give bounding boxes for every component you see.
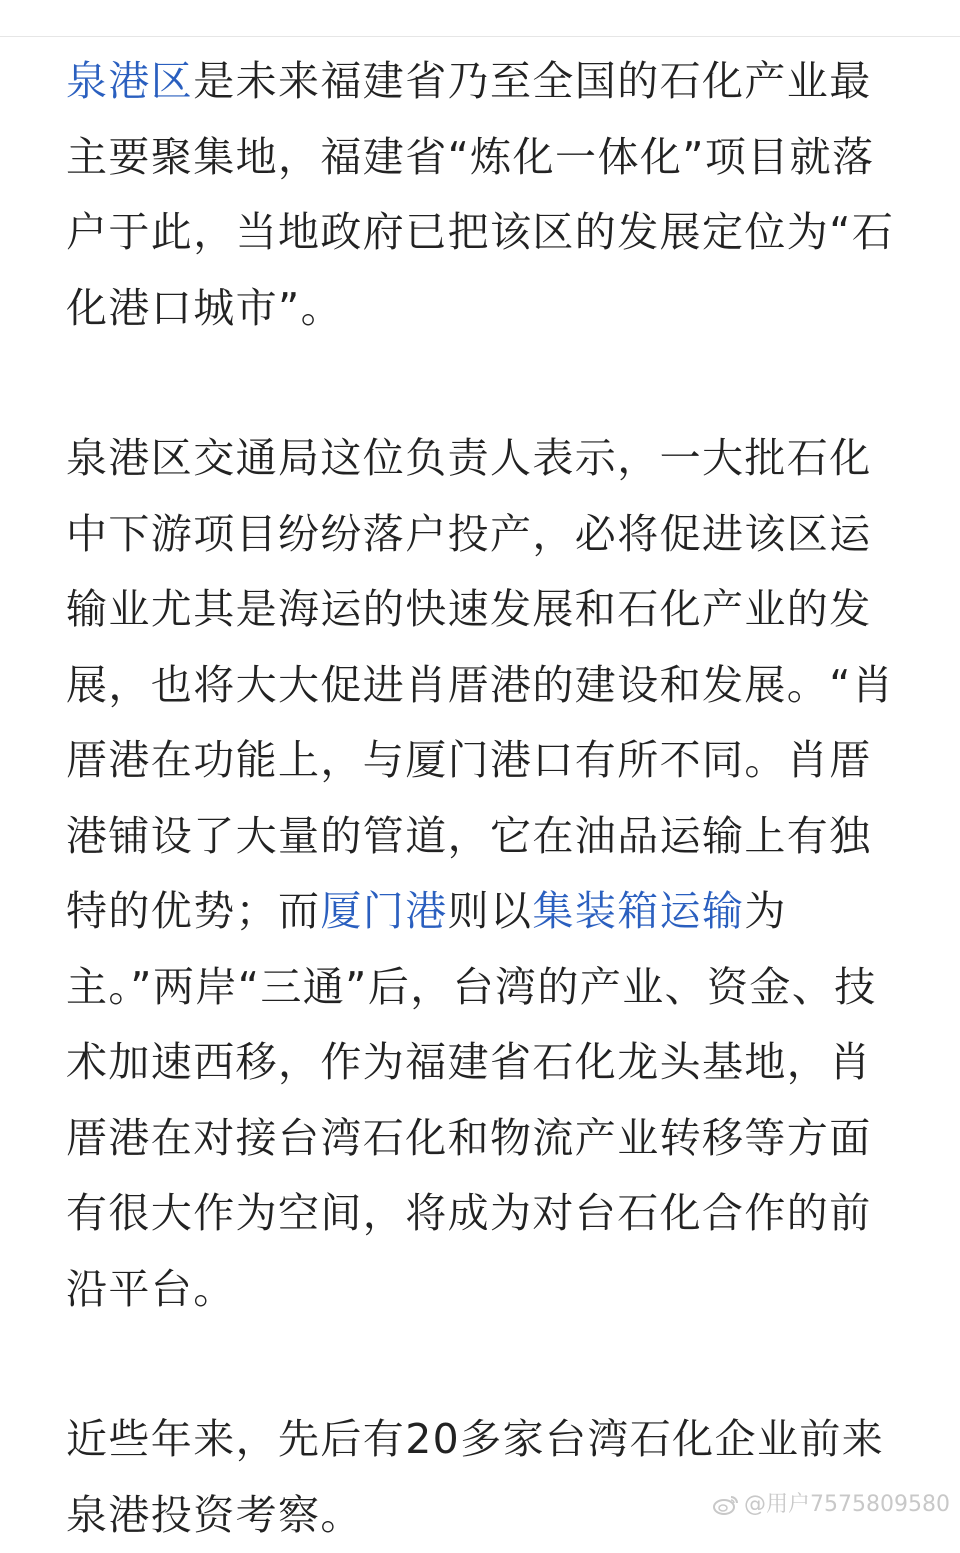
watermark-text: @用户7575809580 <box>744 1492 950 1517</box>
article-body <box>66 44 902 1553</box>
watermark <box>712 1491 950 1519</box>
paragraph-2 <box>66 421 902 1327</box>
link-xiamen-port[interactable]: 厦门港 <box>320 887 448 935</box>
paragraph-1-text: 是未来福建省乃至全国的石化产业最主要聚集地，福建省“炼化一体化”项目就落户于此，当地政府已把该区的发展定位为“石化港口城市”。 <box>66 57 895 332</box>
paragraph-3-text: 近些年来，先后有20多家台湾石化企业前来泉港投资考察。 <box>66 1415 885 1539</box>
paragraph-2-text-c: 为主。”两岸“三通”后，台湾的产业、资金、技术加速西移，作为福建省石化龙头基地，肖厝港在对接台湾石化和物流产业转移等方面有很大作为空间，将成为对台石化合作的前沿平台。 <box>66 887 877 1313</box>
link-quangang-district[interactable]: 泉港区 <box>66 57 194 105</box>
paragraph-3 <box>66 1402 902 1553</box>
paragraph-2-text-b: 则以 <box>447 887 533 935</box>
weibo-logo-icon <box>712 1494 740 1516</box>
link-container-transport[interactable]: 集装箱运输 <box>532 887 745 935</box>
paragraph-1 <box>66 44 902 346</box>
paragraph-2-text-a: 泉港区交通局这位负责人表示，一大批石化中下游项目纷纷落户投产，必将促进该区运输业尤其是海运的快速发展和石化产业的发展，也将大大促进肖厝港的建设和发展。“肖厝港在功能上，与厦门港口有所不同。肖厝港铺设了大量的管道，它在油品运输上有独特的优势；而 <box>66 434 895 935</box>
top-divider <box>0 36 960 37</box>
